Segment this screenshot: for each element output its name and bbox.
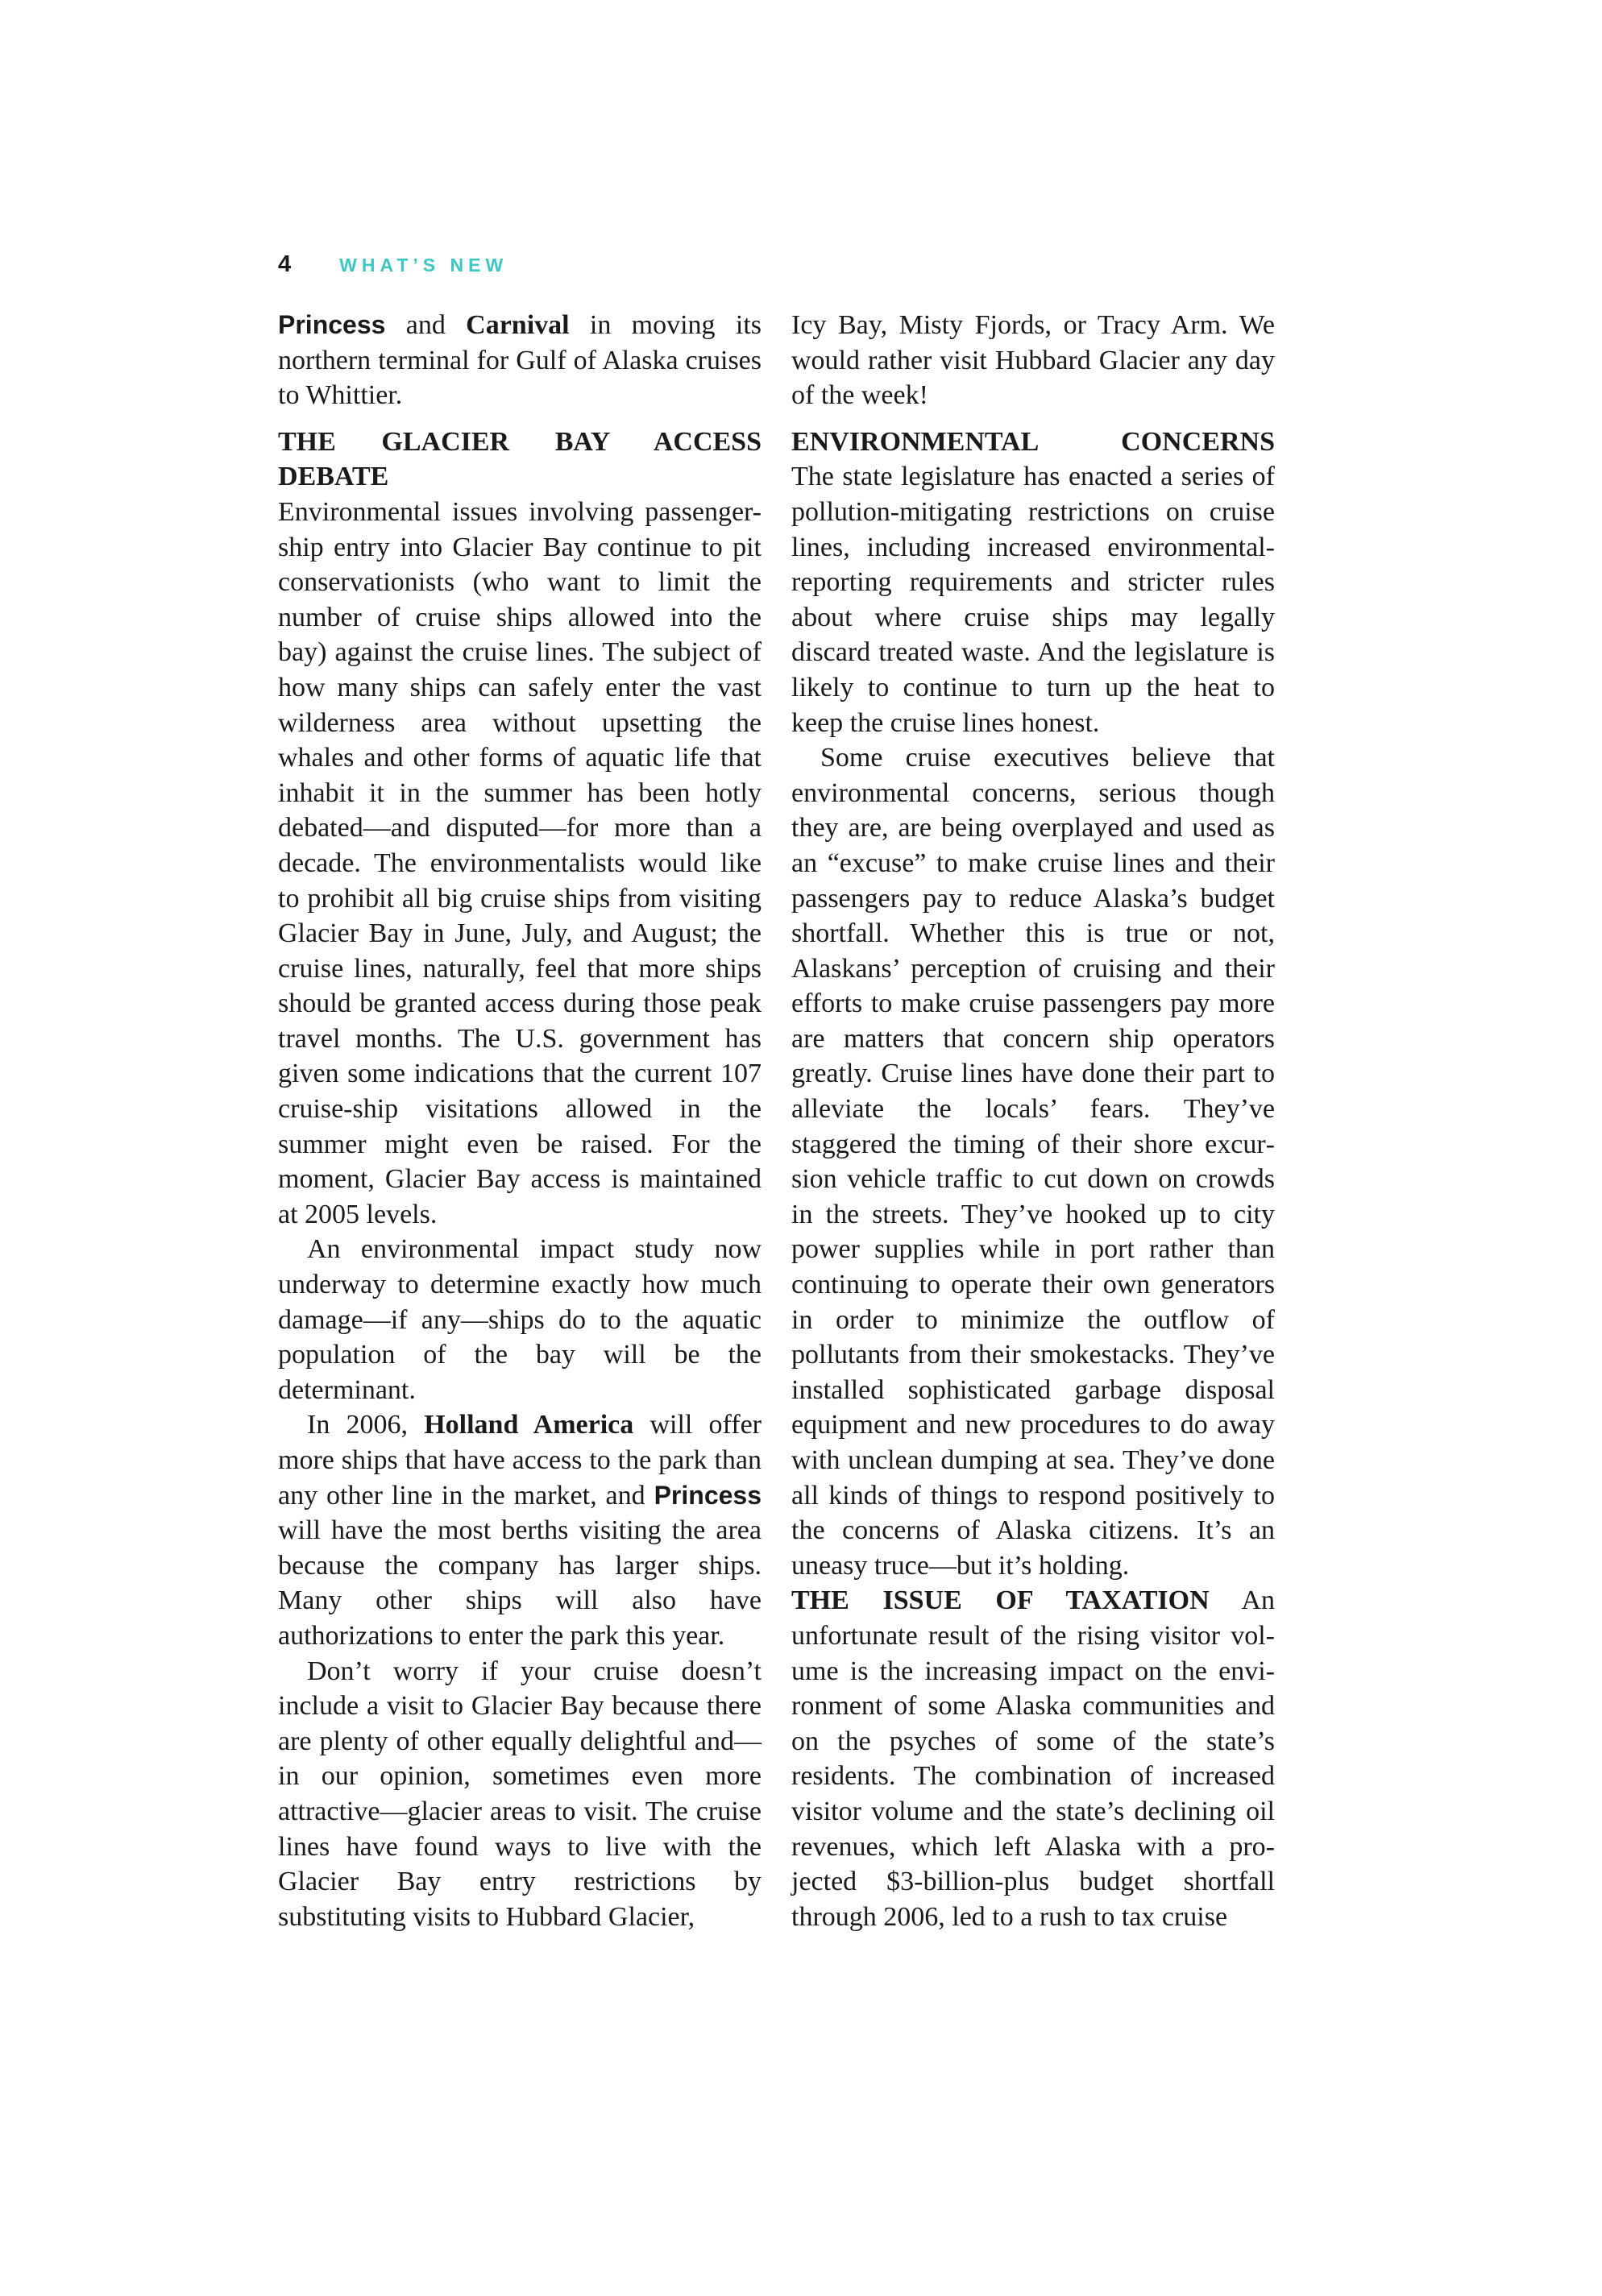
brand-princess: Princess: [278, 310, 386, 339]
intro-text-1: and: [385, 310, 467, 340]
paragraph-glacier-bay: Environmental issues involving passenger-ship entry into Glacier Bay continue to pit conservationists (who want to limit the number of cruise ships allowed into the bay) against the cruise lines. The subject of how many ships can safely enter the vast wilderness area without upsetting the whales and other forms of aquatic life that inhabit it in the summer has been hotly debated—and disputed—for more than a decade. The environmentalists would like to prohibit all big cruise ships from visiting Glacier Bay in June, July, and August; the cruise lines, naturally, feel that more ships should be granted access during those peak travel months. The U.S. government has given some indications that the current 107 cruise-ship visitations allowed in the summer might even be raised. For the moment, Glacier Bay access is maintained at 2005 levels.: [278, 496, 762, 1229]
brand-holland-america: Holland America: [424, 1410, 634, 1440]
paragraph-impact-study: An environmental impact study now underway to determine exactly how much damage—if any—ships do to the aquatic population of the bay will be the determinant.: [278, 1234, 762, 1405]
heading-environmental-concerns: ENVIRONMENTAL CONCERNS: [791, 426, 1275, 457]
running-head: [278, 251, 508, 284]
p2006-text-3: will have the most berths visiting the area because the company has larger ships. Many other ships will also have authorizations to enter the park this year.: [278, 1515, 762, 1651]
left-column: [278, 308, 762, 1934]
paragraph-dont-worry: Don’t worry if your cruise doesn’t include a visit to Glacier Bay because there are plenty of other equally delightful and—in our opinion, sometimes even more attractive—glacier areas to visit. The cruise lines have found ways to live with the Glacier Bay entry restrictions by substituting visits to Hubbard Glacier,: [278, 1656, 762, 1932]
paragraph-taxation: [791, 1583, 1275, 1934]
paragraph-executives: Some cruise executives believe that environmental concerns, serious though they are, are being overplayed and used as an “excuse” to make cruise lines and their passengers pay to reduce Alaska’s budget shortfall. Whether this is true or not, Alaskans’ perception of cruising and their efforts to make cruise passengers pay more are matters that concern ship operators greatly. Cruise lines have done their part to alleviate the locals’ fears. They’ve staggered the timing of their shore excursion vehicle traffic to cut down on crowds in the streets. They’ve hooked up to city power supplies while in port rather than continuing to operate their own generators in order to minimize the outflow of pollutants from their smokestacks. They’ve installed sophisticated garbage disposal equipment and new procedures to do away with unclean dumping at sea. They’ve done all kinds of things to respond positively to the concerns of Alaska citizens. It’s an uneasy truce—but it’s holding.: [791, 743, 1275, 1581]
p2006-text-2: will offer more ships that have access to the park than any other line in the market, and: [278, 1410, 762, 1511]
paragraph-continued: Icy Bay, Misty Fjords, or Tracy Arm. We would rather visit Hubbard Glacier any day of the week!: [791, 310, 1275, 411]
right-column: [791, 308, 1275, 1934]
paragraph-2006: [278, 1407, 762, 1653]
heading-taxation: THE ISSUE OF TAXATION: [791, 1585, 1210, 1616]
intro-paragraph: [278, 308, 762, 413]
brand-carnival: Carnival: [466, 310, 570, 340]
paragraph-environmental: The state legislature has enacted a series of pollution-mitigating restrictions on cruise lines, including increased environmental-reporting requirements and stricter rules about where cruise ships may legally discard treated waste. And the legislature is likely to continue to turn up the heat to keep the cruise lines honest.: [791, 462, 1275, 738]
brand-princess-2: Princess: [654, 1480, 762, 1510]
page-number: 4: [278, 251, 292, 277]
intro-text-2: in moving its northern terminal for Gulf of Alaska cruises to Whittier.: [278, 310, 762, 411]
p2006-text-1: In 2006,: [307, 1410, 425, 1440]
taxation-text: An unfortunate result of the rising visitor volume is the increasing impact on the environment of some Alaska communities and on the psyches of some of the state’s residents. The combination of increased visitor volume and the state’s declining oil revenues, which left Alaska with a projected $3-billion-plus budget shortfall through 2006, led to a rush to tax cruise: [791, 1585, 1275, 1932]
heading-glacier-bay: THE GLACIER BAY ACCESS DEBATE: [278, 426, 762, 492]
section-title: WHAT’S NEW: [339, 255, 508, 276]
